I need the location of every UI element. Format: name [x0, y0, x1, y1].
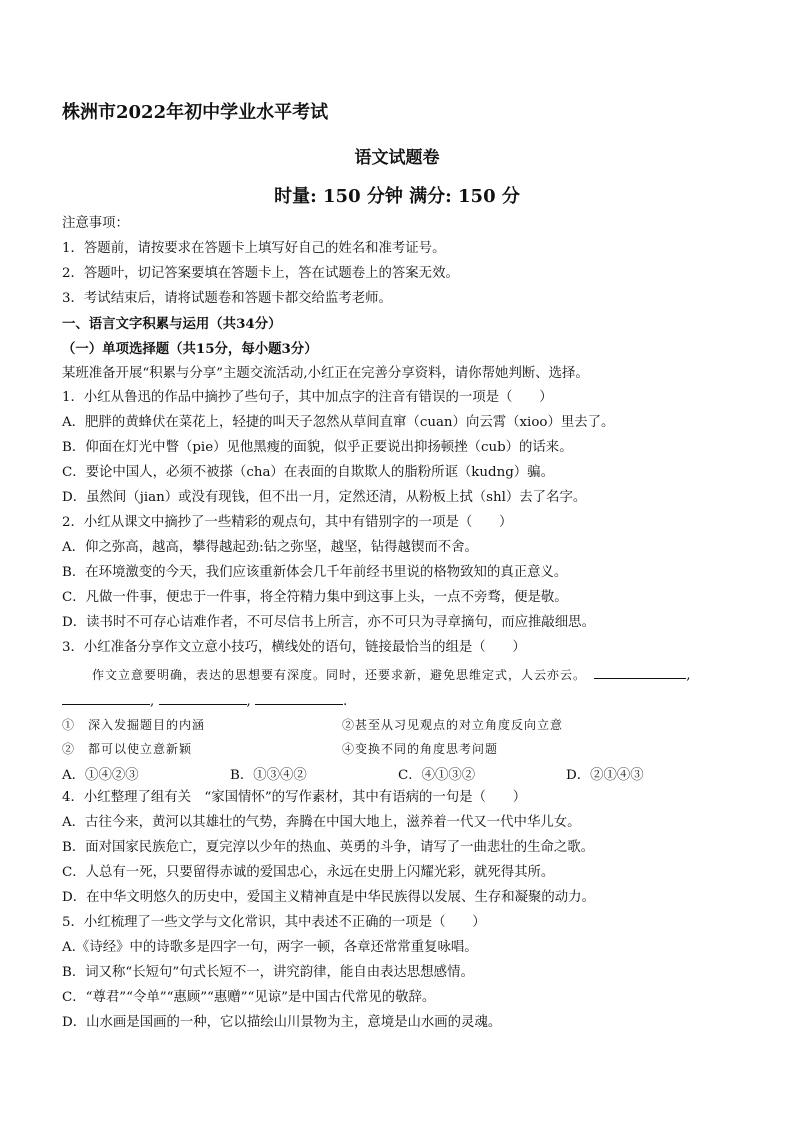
q3-passage-line: 作文立意要明确，表达的思想要有深度。同时，还要求新，避免思维定式，人云亦云。 , — [92, 668, 691, 683]
q3-blank-4 — [255, 692, 343, 705]
q2-option-c: C．凡做一件事，便忠于一件事，将全符精力集中到这事上头，一点不旁骛，便是敬。 — [62, 590, 568, 605]
q5-stem: 5．小红梳理了一些文学与文化常识，其中表述不正确的一项是（ ） — [62, 915, 486, 930]
q3-choice-3: ② 都可以使立意新颖 — [62, 742, 193, 756]
q4-option-a: A．古往今来，黄河以其雄壮的气势，奔腾在中国大地上，滋养着一代又一代中华儿女。 — [62, 815, 581, 830]
q1-option-b: B．仰面在灯光中瞥（pie）见他黑瘦的面貌，似乎正要说出抑扬顿挫（cub）的话来。 — [62, 440, 573, 455]
q4-stem: 4．小红整理了组有关 “家国情怀”的写作素材，其中有语病的一句是（ ） — [62, 790, 527, 805]
q5-option-d: D．山水画是国画的一种，它以描绘山川景物为主，意境是山水画的灵魂。 — [62, 1015, 502, 1030]
note-item-1: 1．答题前，请按要求在答题卡上填写好自己的姓名和准考证号。 — [62, 241, 446, 256]
section-intro: 某班准备开展“积累与分享”主题交流活动,小红正在完善分享资料，请你帮她判断、选择。 — [62, 366, 589, 381]
q3-option-a: A．①④②③ — [62, 768, 139, 783]
q3-choice-2: ②甚至从习见观点的对立角度反向立意 — [342, 718, 564, 732]
q2-option-b: B．在环境激变的今天，我们应该重新体会几千年前经书里说的格物致知的真正意义。 — [62, 565, 568, 580]
q3-choice-1: ① 深入发掘题目的内涵 — [62, 718, 206, 732]
note-item-3: 3．考试结束后，请将试题卷和答题卡都交给监考老师。 — [62, 291, 392, 306]
notes-heading: 注意事项： — [62, 216, 129, 231]
q4-option-c: C．人总有一死，只要留得赤诚的爱国忠心，永远在史册上闪耀光彩，就死得其所。 — [62, 865, 555, 880]
q3-choice-4: ④变换不同的角度思考问题 — [342, 742, 499, 756]
q5-option-b: B．词又称“长短句”句式长短不一，讲究韵律，能自由表达思想感情。 — [62, 965, 474, 980]
subject-title: 语文试题卷 — [354, 148, 440, 168]
q1-option-c: C．要论中国人，必须不被搽（cha）在表面的自欺欺人的脂粉所诓（kudng）骗。 — [62, 465, 554, 480]
q2-option-d: D．读书时不可存心诘难作者，不可尽信书上所言，亦不可只为寻章摘句，而应推敲细思。 — [62, 615, 595, 630]
exam-title: 株洲市2022年初中学业水平考试 — [62, 102, 329, 123]
note-item-2: 2．答题叶，切记答案要填在答题卡上，答在试题卷上的答案无效。 — [62, 266, 459, 281]
q1-stem: 1．小红从鲁迅的作品中摘抄了些句子，其中加点字的注音有错误的一项是（ ） — [62, 390, 553, 405]
q2-option-a: A．仰之弥高，越高，攀得越起劲:钻之弥坚，越坚，钻得越锲而不舍。 — [62, 540, 478, 555]
q1-option-d: D．虽然间（jian）或没有现钱，但不出一月，定然还清，从粉板上拭（shl）去了名字。 — [62, 490, 587, 505]
q3-option-b: B．①③④② — [230, 768, 307, 783]
part-1-title: （一）单项选择题（共15分，每小题3分） — [62, 341, 318, 357]
q3-blank-3 — [159, 692, 247, 705]
time-score-line: 时量: 150 分钟 满分: 150 分 — [274, 186, 520, 207]
q3-blank-2 — [62, 692, 150, 705]
q3-stem: 3．小红准备分享作文立意小技巧，横线处的语句，链接最恰当的组是（ ） — [62, 640, 526, 655]
q5-option-c: C．“尊君”“令单”“惠顾”“惠赠”“见谅”是中国古代常见的敬辞。 — [62, 990, 436, 1005]
q4-option-b: B．面对国家民族危亡，夏完淳以少年的热血、英勇的斗争，请写了一曲悲壮的生命之歌。 — [62, 840, 595, 855]
section-1-title: 一、语言文字积累与运用（共34分） — [62, 316, 282, 332]
q3-passage: 作文立意要明确，表达的思想要有深度。同时，还要求新，避免思维定式，人云亦云。 — [92, 668, 587, 682]
q3-option-d: D．②①④③ — [566, 768, 644, 783]
q3-blanks-line: , , . — [62, 692, 347, 711]
q5-option-a: A.《诗经》中的诗歌多是四字一句，两字一顿，各章还常常重复咏唱。 — [62, 940, 478, 955]
q4-option-d: D．在中华文明悠久的历史中，爱国主义精神直是中华民族得以发展、生存和凝聚的动力。 — [62, 890, 595, 905]
q3-blank-1 — [594, 666, 686, 679]
q2-stem: 2．小红从课文中摘抄了一些精彩的观点句，其中有错别字的一项是（ ） — [62, 515, 513, 530]
q3-option-c: C．④①③② — [398, 768, 476, 783]
q1-option-a: A．肥胖的黄蜂伏在菜花上，轻捷的叫天子忽然从草间直窜（cuan）向云霄（xioo）里去了。 — [62, 415, 615, 430]
